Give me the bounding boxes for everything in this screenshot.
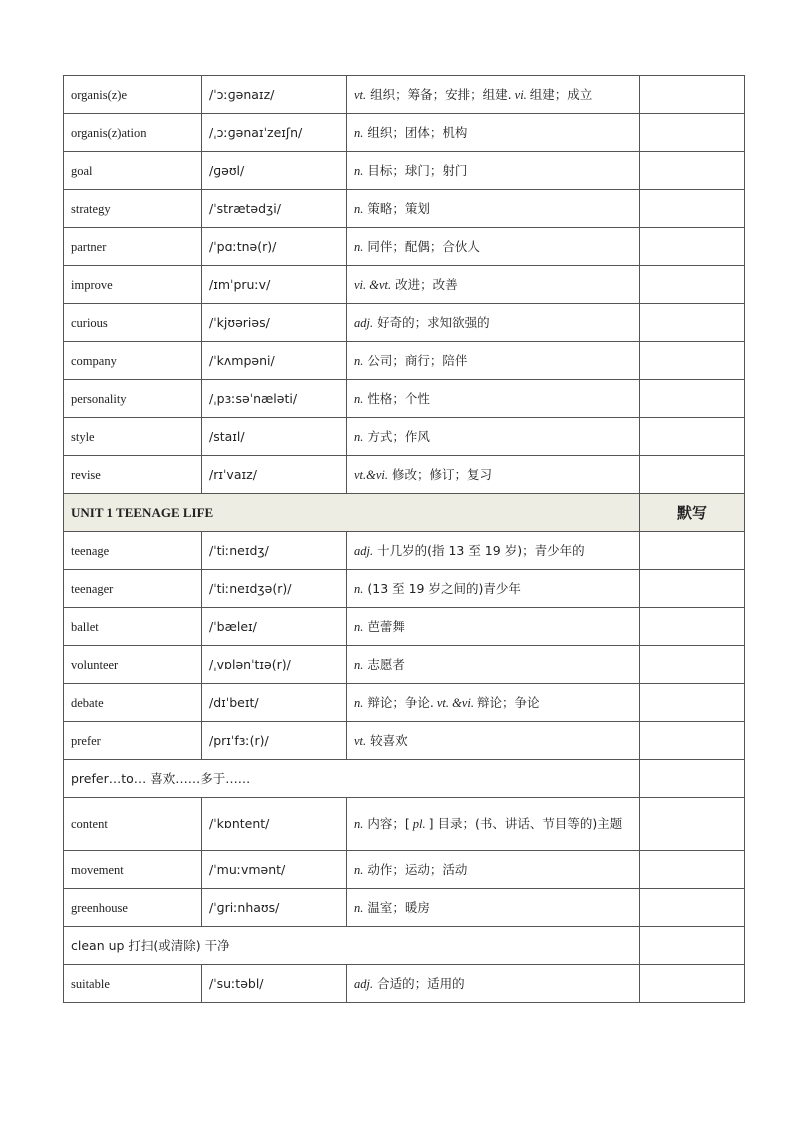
meaning-text: 性格；个性 — [367, 390, 430, 406]
meaning-text: 改进；改善 — [395, 276, 458, 292]
dictation-cell[interactable] — [640, 851, 745, 889]
meaning-text: 组织；团体；机构 — [367, 124, 468, 140]
table-row — [64, 798, 745, 851]
ipa-cell: /ˈtiːneɪdʒ/ — [202, 532, 347, 570]
part-of-speech-2: pl. — [412, 817, 426, 831]
meaning-text: 动作；运动；活动 — [367, 861, 468, 877]
meaning-text-2: 组建；成立 — [529, 86, 593, 102]
table-row — [64, 152, 745, 190]
ipa-cell: /ˈkɒntent/ — [202, 798, 347, 851]
meaning-text-2: ] 目录；(书、讲话、节目等的)主题 — [428, 816, 623, 831]
dictation-cell[interactable] — [640, 456, 745, 494]
part-of-speech: adj. — [354, 976, 374, 991]
table-row — [64, 965, 745, 1003]
word-cell: teenage — [64, 532, 202, 570]
ipa-cell: /ˈkjʊəriəs/ — [202, 304, 347, 342]
meaning-cell — [347, 152, 640, 190]
dictation-cell[interactable] — [640, 927, 745, 965]
dictation-cell[interactable] — [640, 722, 745, 760]
dictation-cell[interactable] — [640, 889, 745, 927]
meaning-cell — [347, 228, 640, 266]
ipa-cell: /ˈstrætədʒi/ — [202, 190, 347, 228]
ipa-cell: /ˌpɜːsəˈnæləti/ — [202, 380, 347, 418]
ipa-cell: /ˈtiːneɪdʒə(r)/ — [202, 570, 347, 608]
meaning-text: 较喜欢 — [370, 732, 408, 748]
meaning-text: 公司；商行；陪伴 — [367, 352, 468, 368]
dictation-cell[interactable] — [640, 76, 745, 114]
meaning-text: 温室；暖房 — [367, 899, 430, 915]
part-of-speech: adj. — [354, 543, 374, 558]
meaning-text-2: 辩论；争论 — [477, 694, 540, 710]
unit-header-row — [64, 494, 745, 532]
meaning-cell — [347, 418, 640, 456]
meaning-text: (13 至 19 岁之间的)青少年 — [367, 580, 521, 596]
ipa-cell: /ˈɡriːnhaʊs/ — [202, 889, 347, 927]
phrase-row — [64, 760, 745, 798]
part-of-speech: vi. &vt. — [354, 277, 392, 292]
dictation-cell[interactable] — [640, 418, 745, 456]
meaning-cell — [347, 532, 640, 570]
meaning-cell — [347, 190, 640, 228]
table-row — [64, 304, 745, 342]
ipa-cell: /prɪˈfɜː(r)/ — [202, 722, 347, 760]
dictation-cell[interactable] — [640, 965, 745, 1003]
ipa-cell: /ˈkʌmpəni/ — [202, 342, 347, 380]
word-cell: movement — [64, 851, 202, 889]
part-of-speech: n. — [354, 391, 364, 406]
meaning-text: 目标；球门；射门 — [367, 162, 468, 178]
meaning-cell — [347, 76, 640, 114]
dictation-cell[interactable] — [640, 646, 745, 684]
part-of-speech: n. — [354, 695, 364, 710]
meaning-text: 修改；修订；复习 — [392, 466, 493, 482]
word-cell: greenhouse — [64, 889, 202, 927]
meaning-text: 组织；筹备；安排；组建. — [370, 86, 512, 102]
meaning-text: 芭蕾舞 — [367, 618, 405, 634]
table-row — [64, 76, 745, 114]
ipa-cell: /ˈpɑːtnə(r)/ — [202, 228, 347, 266]
meaning-cell — [347, 798, 640, 851]
meaning-cell — [347, 608, 640, 646]
dictation-cell[interactable] — [640, 532, 745, 570]
meaning-cell — [347, 889, 640, 927]
part-of-speech: n. — [354, 239, 364, 254]
ipa-cell: /ˈsuːtəbl/ — [202, 965, 347, 1003]
dictation-cell[interactable] — [640, 266, 745, 304]
meaning-text: 志愿者 — [367, 656, 405, 672]
meaning-cell — [347, 304, 640, 342]
dictation-cell[interactable] — [640, 570, 745, 608]
word-cell: revise — [64, 456, 202, 494]
phrase-cell: prefer…to… 喜欢……多于…… — [64, 760, 640, 798]
part-of-speech: vt. — [354, 733, 367, 748]
meaning-cell — [347, 114, 640, 152]
word-cell: curious — [64, 304, 202, 342]
word-cell: content — [64, 798, 202, 851]
part-of-speech: n. — [354, 581, 364, 596]
word-cell: partner — [64, 228, 202, 266]
table-row — [64, 190, 745, 228]
part-of-speech: n. — [354, 817, 364, 831]
table-row — [64, 608, 745, 646]
part-of-speech-2: vi. — [514, 87, 527, 102]
word-cell: volunteer — [64, 646, 202, 684]
meaning-cell — [347, 266, 640, 304]
meaning-cell — [347, 646, 640, 684]
table-row — [64, 851, 745, 889]
dictation-cell[interactable] — [640, 152, 745, 190]
ipa-cell: /rɪˈvaɪz/ — [202, 456, 347, 494]
meaning-cell — [347, 570, 640, 608]
ipa-cell: /ɪmˈpruːv/ — [202, 266, 347, 304]
ipa-cell: /ˌvɒlənˈtɪə(r)/ — [202, 646, 347, 684]
dictation-cell[interactable] — [640, 760, 745, 798]
dictation-cell[interactable] — [640, 342, 745, 380]
meaning-cell — [347, 684, 640, 722]
word-cell: teenager — [64, 570, 202, 608]
part-of-speech: n. — [354, 862, 364, 877]
part-of-speech: n. — [354, 619, 364, 634]
meaning-cell — [347, 722, 640, 760]
dictation-cell[interactable] — [640, 798, 745, 851]
meaning-text: 策略；策划 — [367, 200, 430, 216]
word-cell: style — [64, 418, 202, 456]
word-cell: suitable — [64, 965, 202, 1003]
word-cell: organis(z)ation — [64, 114, 202, 152]
table-row — [64, 570, 745, 608]
dictation-header: 默写 — [640, 494, 745, 532]
meaning-text: 好奇的；求知欲强的 — [377, 314, 490, 330]
part-of-speech: adj. — [354, 315, 374, 330]
dictation-cell[interactable] — [640, 608, 745, 646]
ipa-cell: /staɪl/ — [202, 418, 347, 456]
table-row — [64, 266, 745, 304]
vocabulary-table — [63, 75, 745, 1003]
part-of-speech: n. — [354, 353, 364, 368]
word-cell: company — [64, 342, 202, 380]
part-of-speech: n. — [354, 201, 364, 216]
table-row — [64, 889, 745, 927]
ipa-cell: /dɪˈbeɪt/ — [202, 684, 347, 722]
part-of-speech: n. — [354, 125, 364, 140]
word-cell: prefer — [64, 722, 202, 760]
meaning-cell — [347, 456, 640, 494]
word-cell: personality — [64, 380, 202, 418]
meaning-cell — [347, 965, 640, 1003]
unit-title: UNIT 1 TEENAGE LIFE — [64, 494, 640, 532]
phrase-cell: clean up 打扫(或清除) 干净 — [64, 927, 640, 965]
table-row — [64, 114, 745, 152]
table-row — [64, 646, 745, 684]
meaning-cell — [347, 851, 640, 889]
table-row — [64, 684, 745, 722]
table-row — [64, 532, 745, 570]
meaning-text: 辩论；争论. — [367, 694, 434, 710]
ipa-cell: /ˈɔːɡənaɪz/ — [202, 76, 347, 114]
table-row — [64, 418, 745, 456]
word-cell: ballet — [64, 608, 202, 646]
word-cell: goal — [64, 152, 202, 190]
word-cell: debate — [64, 684, 202, 722]
meaning-text: 内容；[ — [367, 816, 410, 831]
phrase-row — [64, 927, 745, 965]
table-row — [64, 380, 745, 418]
ipa-cell: /ˌɔːɡənaɪˈzeɪʃn/ — [202, 114, 347, 152]
meaning-text: 合适的；适用的 — [377, 975, 465, 991]
dictation-cell[interactable] — [640, 114, 745, 152]
word-cell: organis(z)e — [64, 76, 202, 114]
table-row — [64, 722, 745, 760]
meaning-cell — [347, 380, 640, 418]
meaning-text: 同伴；配偶；合伙人 — [367, 238, 480, 254]
part-of-speech: n. — [354, 163, 364, 178]
ipa-cell: /ɡəʊl/ — [202, 152, 347, 190]
part-of-speech: n. — [354, 900, 364, 915]
table-row — [64, 342, 745, 380]
dictation-cell[interactable] — [640, 190, 745, 228]
dictation-cell[interactable] — [640, 684, 745, 722]
table-row — [64, 456, 745, 494]
meaning-text: 十几岁的(指 13 至 19 岁)；青少年的 — [377, 542, 585, 558]
dictation-cell[interactable] — [640, 228, 745, 266]
dictation-cell[interactable] — [640, 304, 745, 342]
part-of-speech: vt. — [354, 87, 367, 102]
meaning-cell — [347, 342, 640, 380]
part-of-speech: n. — [354, 657, 364, 672]
part-of-speech-2: vt. &vi. — [436, 695, 474, 710]
word-cell: strategy — [64, 190, 202, 228]
part-of-speech: vt.&vi. — [354, 467, 389, 482]
ipa-cell: /ˈmuːvmənt/ — [202, 851, 347, 889]
word-cell: improve — [64, 266, 202, 304]
ipa-cell: /ˈbæleɪ/ — [202, 608, 347, 646]
dictation-cell[interactable] — [640, 380, 745, 418]
table-row — [64, 228, 745, 266]
meaning-text: 方式；作风 — [367, 428, 430, 444]
part-of-speech: n. — [354, 429, 364, 444]
